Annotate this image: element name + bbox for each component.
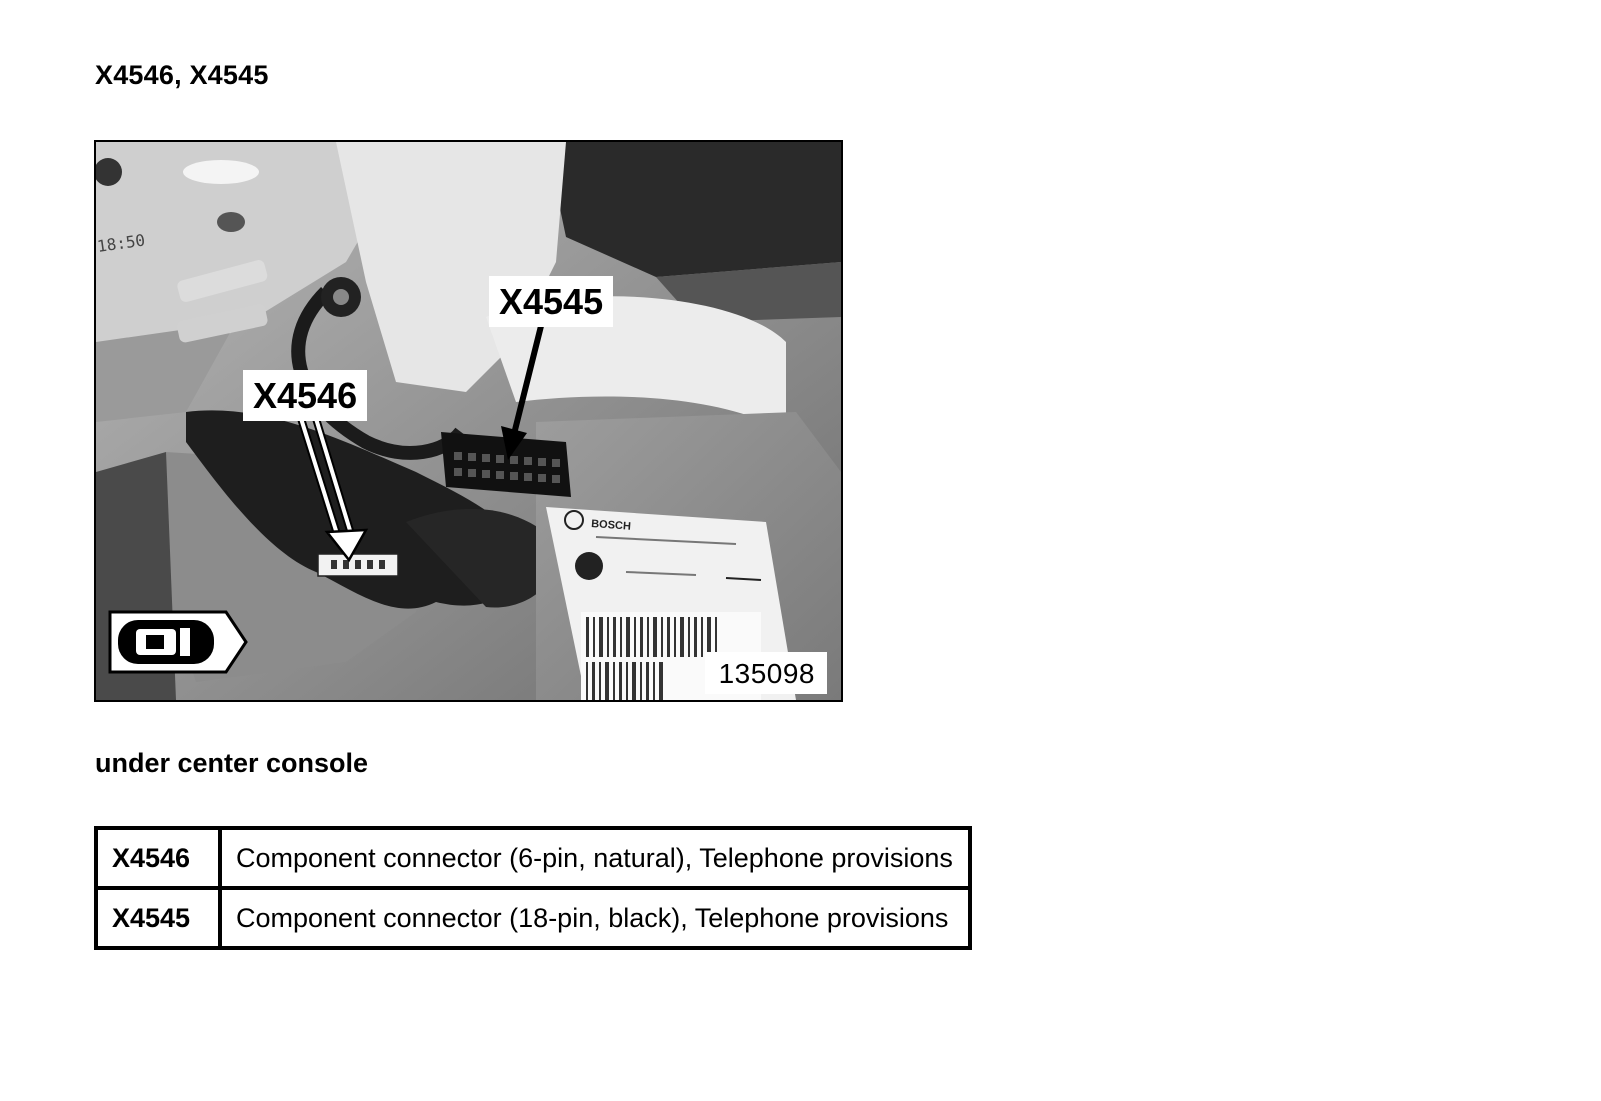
connector-description: Component connector (18-pin, black), Telephone provisions [220,888,970,948]
table-row [96,828,970,888]
photo-illustration [96,142,841,700]
callout-label-x4545: X4545 [489,276,613,327]
connector-code: X4545 [96,888,220,948]
connector-code: X4546 [96,828,220,888]
connector-description: Component connector (6-pin, natural), Telephone provisions [220,828,970,888]
photo-number: 135098 [705,652,827,694]
table-row [96,888,970,948]
connector-legend-table [94,826,972,950]
callout-label-x4546: X4546 [243,370,367,421]
connector-x4546-illustration [318,554,398,576]
location-caption: under center console [95,748,369,778]
photo-stamp-text: 18:50 [96,230,147,256]
connector-location-photo [94,140,843,702]
car-top-view-icon [110,612,246,672]
page-title: X4546, X4545 [95,60,269,90]
module-label-brand: BOSCH [590,518,632,533]
